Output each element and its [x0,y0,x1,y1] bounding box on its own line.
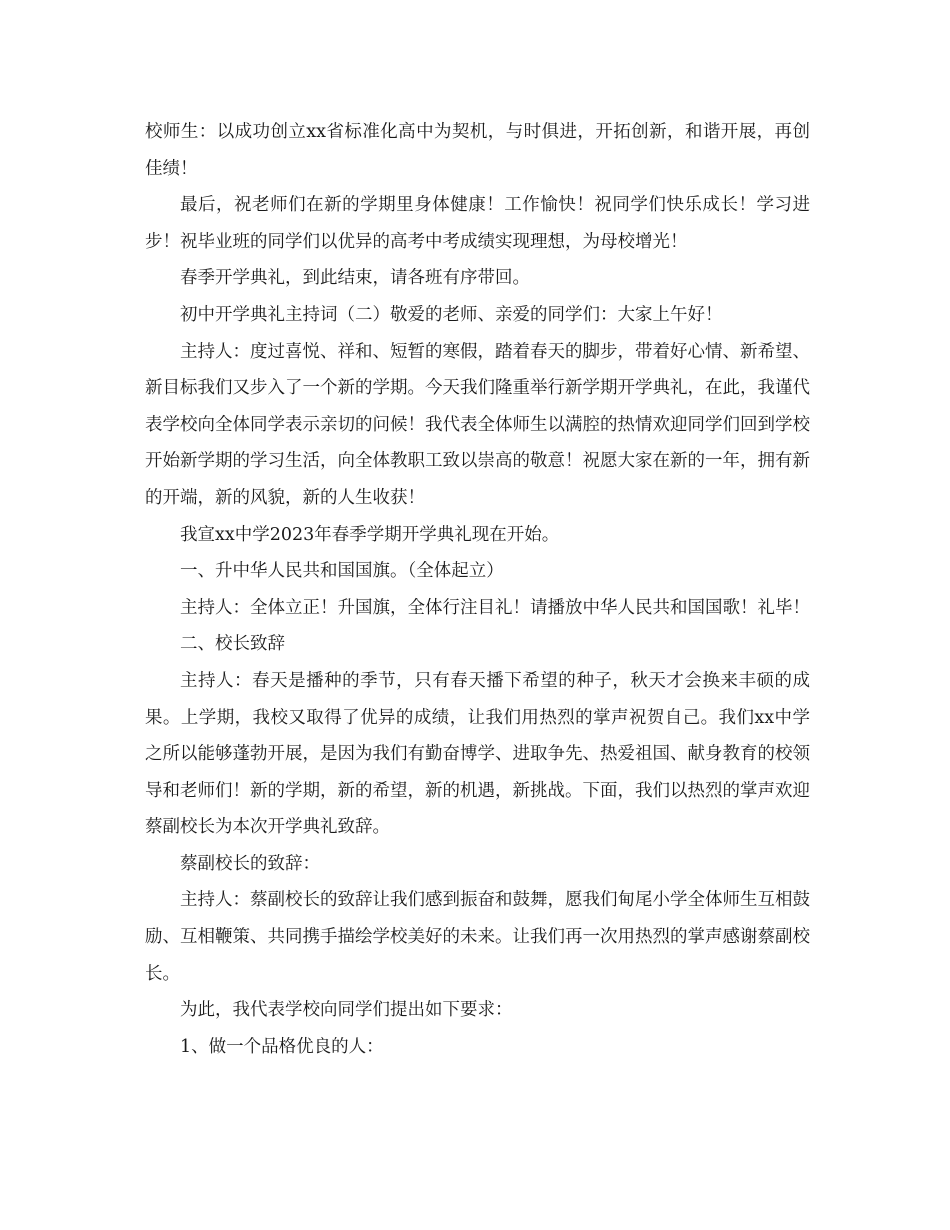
paragraph: 为此，我代表学校向同学们提出如下要求： [180,1000,513,1021]
paragraph: 二、校长致辞 [180,634,285,655]
paragraph: 1、做一个品格优良的人： [180,1036,384,1057]
paragraph: 主持人：全体立正！升国旗，全体行注目礼！请播放中华人民共和国国歌！礼毕！ [180,597,810,618]
paragraph: 主持人：蔡副校长的致辞让我们感到振奋和鼓舞，愿我们甸尾小学全体师生互相鼓励、互相鞭策、共同携手描绘学校美好的未来。让我们再一次用热烈的掌声感谢蔡副校长。 [145,890,810,984]
paragraph: 初中开学典礼主持词（二）敬爱的老师、亲爱的同学们：大家上午好！ [180,304,723,325]
paragraph: 最后，祝老师们在新的学期里身体健康！工作愉快！祝同学们快乐成长！学习进步！祝毕业班的同学们以优异的高考中考成绩实现理想，为母校增光！ [145,195,810,252]
document-body [145,114,810,1065]
paragraph: 我宣xx中学2023年春季学期开学典礼现在开始。 [180,524,560,545]
paragraph: 春季开学典礼，到此结束，请各班有序带回。 [180,268,530,289]
paragraph: 一、升中华人民共和国国旗。（全体起立） [180,561,504,582]
paragraph: 主持人：度过喜悦、祥和、短暂的寒假，踏着春天的脚步，带着好心情、新希望、新目标我们又步入了一个新的学期。今天我们隆重举行新学期开学典礼，在此，我谨代表学校向全体同学表示亲切的问候！我代表全体师生以满腔的热情欢迎同学们回到学校开始新学期的学习生活，向全体教职工致以崇高的敬意！祝愿大家在新的一年，拥有新的开端，新的风貌，新的人生收获！ [145,341,810,508]
paragraph: 蔡副校长的致辞： [180,853,320,874]
paragraph: 校师生：以成功创立xx省标准化高中为契机，与时俱进，开拓创新，和谐开展，再创佳绩！ [145,122,810,179]
paragraph: 主持人：春天是播种的季节，只有春天播下希望的种子，秋天才会换来丰硕的成果。上学期，我校又取得了优异的成绩，让我们用热烈的掌声祝贺自己。我们xx中学之所以能够蓬勃开展，是因为我们有勤奋博学、进取争先、热爱祖国、献身教育的校领导和老师们！新的学期，新的希望，新的机遇，新挑战。下面，我们以热烈的掌声欢迎蔡副校长为本次开学典礼致辞。 [145,670,810,838]
